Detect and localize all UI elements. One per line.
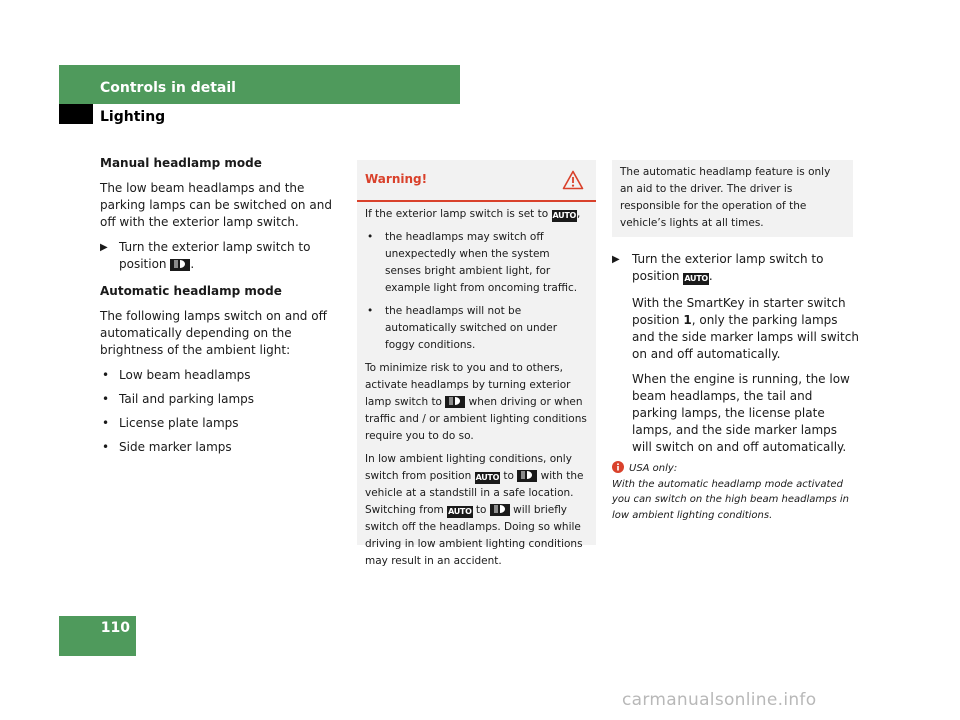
warning-intro: If the exterior lamp switch is set to AUTO, [365, 208, 581, 220]
bullet-icon: • [367, 305, 374, 317]
auto-mode-heading: Automatic headlamp mode [100, 284, 282, 298]
info-note [612, 461, 860, 523]
bullet-icon: • [102, 392, 110, 406]
subsection-title: Lighting [100, 109, 166, 125]
arrow-icon: ▶ [100, 242, 108, 253]
engine-running-text: When the engine is running, the low beam headlamps, the tail and parking lamps, the license plate lamps, and the side marker lamps will switch on and off automatically. [632, 372, 850, 454]
auto-symbol-icon: AUTO [552, 211, 577, 220]
low-beam-icon [445, 396, 465, 408]
auto-symbol-icon: AUTO [684, 274, 708, 283]
list-item: • Low beam headlamps [102, 368, 251, 382]
position-number: 1 [683, 313, 692, 327]
watermark: carmanualsonline.info [622, 690, 817, 710]
list-item: • Tail and parking lamps [102, 392, 255, 406]
bullet-icon: • [367, 231, 374, 243]
subsection-marker [59, 104, 93, 124]
list-item: • the headlamps may switch off unexpectedly when the system senses bright ambient light, for example light from oncoming traffic. [367, 231, 578, 294]
bullet-icon: • [102, 368, 110, 382]
auto-mode-step [612, 251, 860, 285]
manual-mode-step [100, 239, 345, 273]
low-beam-icon [517, 470, 537, 482]
low-beam-icon [170, 259, 190, 271]
auto-symbol-icon: AUTO [448, 507, 472, 516]
step-text: Turn the exterior lamp switch to position [119, 240, 311, 271]
manual-mode-heading: Manual headlamp mode [100, 156, 262, 170]
info-icon [612, 461, 624, 473]
left-column [100, 155, 345, 463]
step-text-end: . [190, 257, 195, 271]
auto-symbol-icon: AUTO [475, 473, 500, 482]
warning-triangle-icon [562, 170, 584, 194]
info-label: USA only: [629, 463, 678, 474]
note-text: The automatic headlamp feature is only an aid to the driver. The driver is responsible for the operation of the vehicle’s lights at all times. [620, 166, 831, 229]
note-box [612, 160, 853, 237]
step-text: Turn the exterior lamp switch to position [632, 252, 824, 283]
list-item: • Side marker lamps [102, 440, 232, 454]
warning-paragraph-2: In low ambient lighting conditions, only switch from position AUTO to with the vehicle at a standstill in a safe location. Switching from AUTO to will briefly switch off the headlamps. Doing so while driving in low ambient lighting conditions may result in an accident. [365, 453, 584, 567]
starter-position-text: With the SmartKey in starter switch position 1, only the parking lamps and the side marker lamps will switch on and off automatically. [632, 296, 859, 361]
manual-mode-text: The low beam headlamps and the parking lamps can be switched on and off with the exterior lamp switch. [100, 181, 332, 229]
warning-paragraph-1: To minimize risk to you and to others, activate headlamps by turning exterior lamp switch to when driving or when traffic and / or ambient lighting conditions require you to do so. [365, 362, 587, 442]
list-item: • the headlamps will not be automatically switched on under foggy conditions. [367, 305, 558, 351]
page-number-box [59, 616, 136, 656]
warning-body [357, 202, 596, 570]
bullet-icon: • [102, 416, 110, 430]
list-item: • License plate lamps [102, 416, 239, 430]
auto-mode-text: The following lamps switch on and off automatically depending on the brightness of the ambient light: [100, 309, 327, 357]
warning-box [357, 160, 596, 567]
page-number: 110 [100, 620, 130, 636]
info-text: With the automatic headlamp mode activated you can switch on the high beam headlamps in low ambient lighting conditions. [612, 478, 850, 521]
bullet-icon: • [102, 440, 110, 454]
right-column [612, 251, 860, 464]
arrow-icon: ▶ [612, 254, 620, 265]
step-text-end: . [708, 269, 713, 283]
warning-header [357, 160, 596, 202]
low-beam-icon [490, 504, 510, 516]
section-title: Controls in detail [100, 80, 236, 96]
warning-title: Warning! [365, 172, 428, 186]
